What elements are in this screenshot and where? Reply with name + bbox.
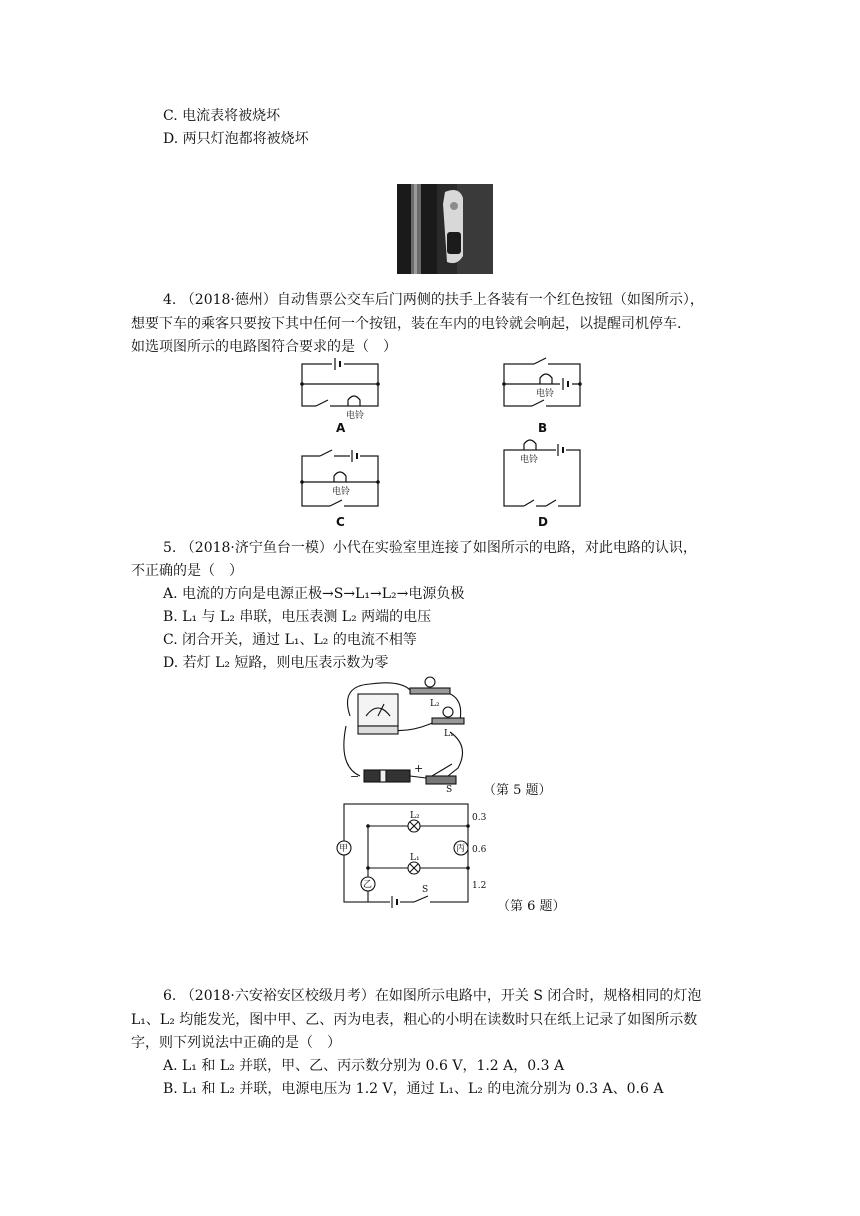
- q6-meter-yi: 乙: [363, 880, 373, 890]
- q4-b-bell-label: 电铃: [536, 389, 555, 399]
- q5-stem-line1: 5. （2018·济宁鱼台一模）小代在实验室里连接了如图所示的电路，对此电路的认识，: [163, 540, 697, 556]
- bus-button-photo: [397, 184, 493, 274]
- q6-reading-2: 0.6: [472, 845, 487, 855]
- q5-option-a: A. 电流的方向是电源正极→S→L₁→L₂→电源负极: [163, 586, 465, 602]
- q6-stem-line1: 6. （2018·六安裕安区校级月考）在如图所示电路中，开关 S 闭合时，规格相同的灯泡: [163, 988, 702, 1004]
- q5-stem-line2: 不正确的是（ ）: [131, 563, 243, 579]
- q4-option-c-letter: C: [336, 515, 345, 529]
- q4-stem-line1: 4. （2018·德州）自动售票公交车后门两侧的扶手上各装有一个红色按钮（如图所示），: [163, 292, 704, 308]
- q5-option-d: D. 若灯 L₂ 短路，则电压表示数为零: [163, 655, 389, 671]
- q5-label-l1: L₁: [444, 729, 454, 739]
- q6-label-s: S: [422, 885, 429, 895]
- q5-circuit-figure: [340, 676, 480, 794]
- q6-circuit-figure: [334, 800, 494, 910]
- q4-stem-line3: 如选项图所示的电路图符合要求的是（ ）: [131, 339, 397, 355]
- q6-option-b: B. L₁ 和 L₂ 并联，电源电压为 1.2 V，通过 L₁、L₂ 的电流分别为 0.3 A、0.6 A: [163, 1081, 664, 1097]
- q6-reading-3: 1.2: [472, 881, 487, 891]
- q5-option-c: C. 闭合开关，通过 L₁、L₂ 的电流不相等: [163, 632, 417, 648]
- q5-label-l2: L₂: [430, 699, 440, 709]
- q6-stem-line3: 字，则下列说法中正确的是（ ）: [131, 1035, 341, 1051]
- q6-meter-bing: 丙: [456, 844, 466, 854]
- q6-figure-caption: （第 6 题）: [497, 899, 566, 914]
- q6-meter-jia: 甲: [339, 844, 349, 854]
- q4-option-b-letter: B: [538, 421, 548, 435]
- q4-c-bell-label: 电铃: [332, 487, 351, 497]
- q6-label-l1: L₁: [410, 853, 420, 863]
- q6-reading-1: 0.3: [472, 813, 487, 823]
- q4-d-bell-label: 电铃: [520, 455, 539, 465]
- q5-figure-caption: （第 5 题）: [483, 783, 552, 798]
- q6-stem-line2: L₁、L₂ 均能发光，图中甲、乙、丙为电表，粗心的小明在读数时只在纸上记录了如图所示数: [131, 1012, 698, 1028]
- q4-a-bell-label: 电铃: [346, 411, 365, 421]
- q4-option-a-letter: A: [336, 421, 346, 435]
- q5-label-plus: +: [414, 762, 424, 775]
- q6-label-l2: L₂: [410, 811, 420, 821]
- q5-option-b: B. L₁ 与 L₂ 串联，电压表测 L₂ 两端的电压: [163, 609, 432, 625]
- q4-circuit-options: [296, 352, 586, 530]
- q5-label-minus: −: [350, 770, 360, 783]
- q5-label-s: S: [446, 785, 453, 794]
- q6-option-a: A. L₁ 和 L₂ 并联，甲、乙、丙示数分别为 0.6 V，1.2 A，0.3 A: [163, 1058, 565, 1074]
- q4-stem-line2: 想要下车的乘客只要按下其中任何一个按钮，装在车内的电铃就会响起，以提醒司机停车.: [131, 316, 682, 332]
- q3-option-c: C. 电流表将被烧坏: [163, 108, 281, 124]
- q4-option-d-letter: D: [538, 515, 548, 529]
- q3-option-d: D. 两只灯泡都将被烧坏: [163, 131, 309, 147]
